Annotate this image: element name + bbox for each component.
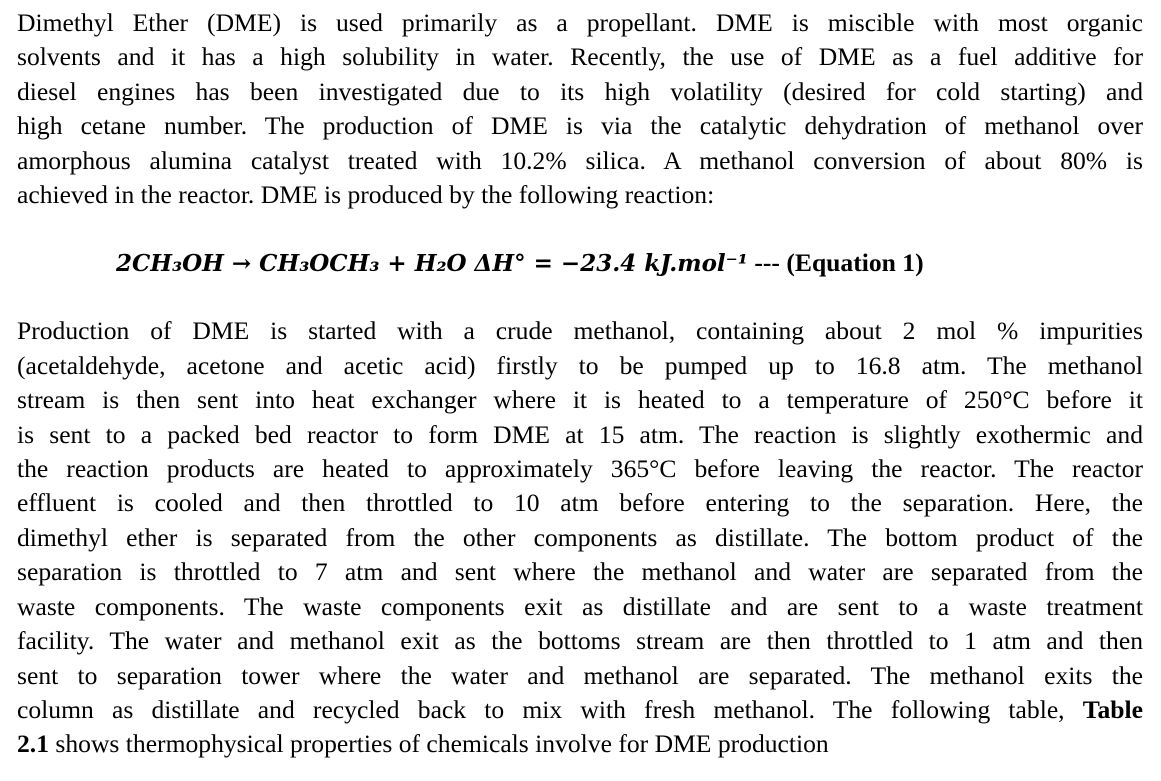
text-line: (acetaldehyde, acetone and acetic acid) firstly to be pumped up to 16.8 atm. The methanol <box>17 350 1143 380</box>
table-reference-number: 2.1 <box>17 729 49 759</box>
text-line-final <box>17 727 1143 761</box>
text-line: shows thermophysical properties of chemicals involve for DME production <box>49 729 829 759</box>
text-line: the reaction products are heated to approximately 365°C before leaving the reactor. The reactor <box>17 454 1143 484</box>
text-line: Dimethyl Ether (DME) is used primarily as a propellant. DME is miscible with most organic <box>17 8 1143 37</box>
text-line: achieved in the reactor. DME is produced by the following reaction: <box>17 180 715 210</box>
text-line: column as distillate and recycled back to mix with fresh methanol. The following table, <box>17 694 1065 724</box>
equation-formula: 2CH₃OH → CH₃OCH₃ + H₂O ΔH° = −23.4 kJ.mol⁻¹ <box>116 250 748 278</box>
text-line: dimethyl ether is separated from the other components as distillate. The bottom product of the <box>17 522 1143 552</box>
text-line: stream is then sent into heat exchanger where it is heated to a temperature of 250°C before it <box>17 385 1143 415</box>
text-line: amorphous alumina catalyst treated with 10.2% silica. A methanol conversion of about 80% is <box>17 145 1143 175</box>
text-line: solvents and it has a high solubility in water. Recently, the use of DME as a fuel additive for <box>17 42 1143 72</box>
paragraph-dme-production <box>17 314 1143 761</box>
text-line: separation is throttled to 7 atm and sent where the methanol and water are separated from the <box>17 557 1143 587</box>
paragraph-dme-intro <box>17 6 1143 212</box>
text-line: diesel engines has been investigated due to its high volatility (desired for cold starting) and <box>17 76 1143 106</box>
text-line: sent to separation tower where the water and methanol are separated. The methanol exits the <box>17 660 1143 690</box>
text-line-with-table-ref <box>17 693 1143 727</box>
text-line: waste components. The waste components exit as distillate and are sent to a waste treatment <box>17 591 1143 621</box>
text-line: high cetane number. The production of DME is via the catalytic dehydration of methanol over <box>17 111 1143 141</box>
equation-label: --- (Equation 1) <box>754 248 924 278</box>
text-line: effluent is cooled and then throttled to 10 atm before entering to the separation. Here, the <box>17 488 1143 518</box>
text-line: Production of DME is started with a crude methanol, containing about 2 mol % impurities <box>17 316 1143 346</box>
table-reference: Table <box>1082 694 1143 724</box>
reaction-equation <box>17 245 1143 281</box>
text-line: is sent to a packed bed reactor to form DME at 15 atm. The reaction is slightly exothermic and <box>17 419 1143 449</box>
document-page <box>17 6 1143 762</box>
text-line: facility. The water and methanol exit as the bottoms stream are then throttled to 1 atm and then <box>17 626 1143 656</box>
